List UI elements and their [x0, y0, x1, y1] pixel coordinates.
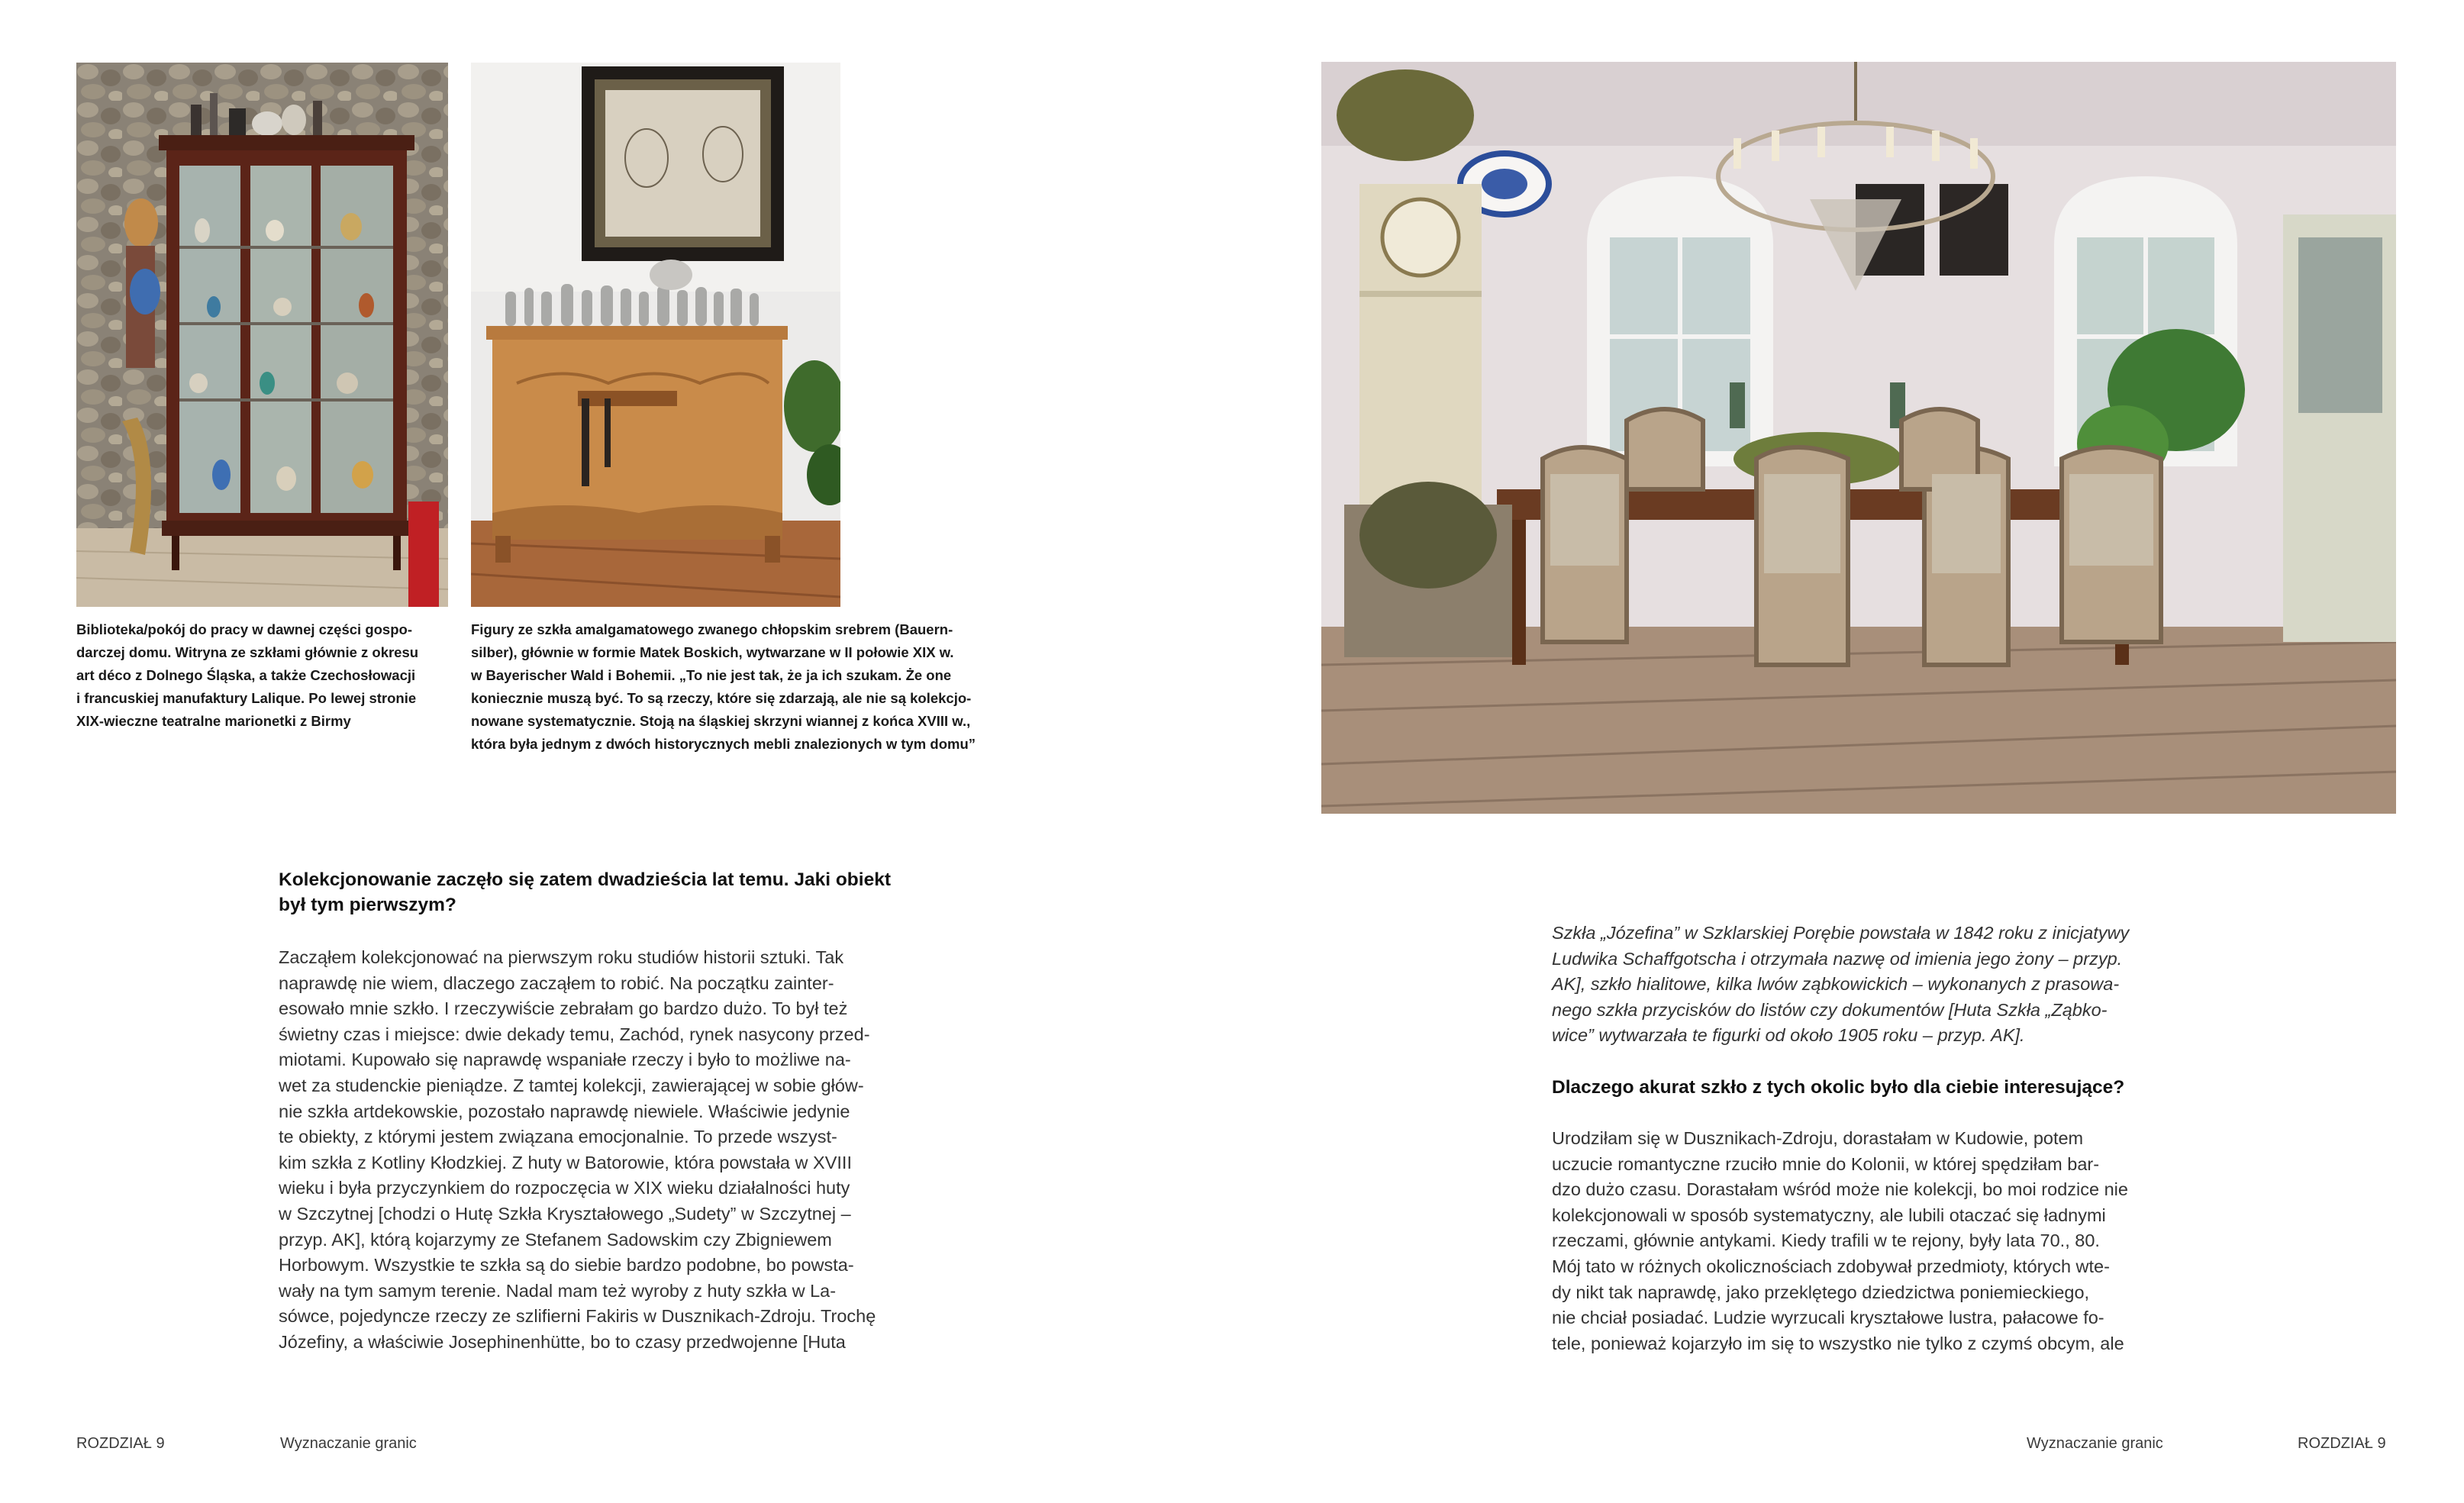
- question-line: Kolekcjonowanie zaczęło się zatem dwadzieścia lat temu. Jaki obiekt: [279, 869, 891, 890]
- caption-line: silber), głównie w formie Matek Boskich, wytwarzane w II połowie XIX w.: [471, 644, 954, 660]
- caption-vitrine: [76, 618, 458, 733]
- body-line: wieku i była przyczynkiem do rozpoczęcia w XIX wieku działalności huty: [279, 1178, 850, 1198]
- body-line: Szkła „Józefina” w Szklarskiej Porębie powstała w 1842 roku z inicjatywy: [1552, 923, 2130, 943]
- caption-line: art déco z Dolnego Śląska, a także Czechosłowacji: [76, 667, 416, 683]
- right-text-column: [1552, 921, 2201, 1356]
- body-line: Ludwika Schaffgotscha i otrzymała nazwę od imienia jego żony – przyp.: [1552, 948, 2123, 969]
- caption-line: Figury ze szkła amalgamatowego zwanego chłopskim srebrem (Bauern-: [471, 621, 953, 637]
- body-line: tele, ponieważ kojarzyło im się to wszystko nie tylko z czymś obcym, ale: [1552, 1333, 2124, 1353]
- body-line: Mój tato w różnych okolicznościach zdobywał przedmioty, których wte-: [1552, 1256, 2110, 1276]
- continued-paragraph: [1552, 921, 2201, 1049]
- body-line: nego szkła przycisków do listów czy dokumentów [Huta Szkła „Ząbko-: [1552, 999, 2108, 1020]
- body-line: dzo dużo czasu. Dorastałam wśród może nie kolekcji, bo moi rodzice nie: [1552, 1179, 2128, 1200]
- footer-title-left: Wyznaczanie granic: [280, 1435, 417, 1452]
- chest-photo: [471, 63, 840, 607]
- body-line: miotami. Kupowało się naprawdę wspaniałe rzeczy i było to możliwe na-: [279, 1050, 851, 1070]
- caption-line: nowane systematycznie. Stoją na śląskiej skrzyni wiannej z końca XVIII w.,: [471, 713, 971, 729]
- caption-line: koniecznie muszą być. To są rzeczy, które się zdarzają, ale nie są kolekcjo-: [471, 690, 972, 706]
- left-text-column: [279, 867, 927, 1356]
- caption-line: XIX-wieczne teatralne marionetki z Birmy: [76, 713, 351, 729]
- caption-chest: [471, 618, 1021, 756]
- interview-answer: [279, 945, 927, 1356]
- body-line: uczucie romantyczne rzuciło mnie do Kolonii, w której spędziłam bar-: [1552, 1153, 2100, 1174]
- body-line: wet za studenckie pieniądze. Z tamtej kolekcji, zawierającej w sobie głów-: [279, 1075, 864, 1095]
- body-line: wice” wytwarzała te figurki od około 1905 roku – przyp. AK].: [1552, 1025, 2025, 1046]
- body-line: te obiekty, z którymi jestem związana emocjonalnie. To przede wszyst-: [279, 1127, 837, 1147]
- dining-room-photo: [1321, 62, 2396, 814]
- body-line: świetny czas i miejsce: dwie dekady temu, Zachód, rynek nasycony przed-: [279, 1024, 870, 1044]
- question-line: był tym pierwszym?: [279, 895, 456, 915]
- footer-chapter-left: ROZDZIAŁ 9: [76, 1435, 165, 1452]
- body-line: AK], szkło hialitowe, kilka lwów ząbkowickich – wykonanych z prasowa-: [1552, 974, 2120, 995]
- body-line: przyp. AK], którą kojarzymy ze Stefanem Sadowskim czy Zbigniewem: [279, 1229, 832, 1250]
- interview-question: [279, 867, 927, 918]
- body-line: naprawdę nie wiem, dlaczego zacząłem to robić. Na początku zainter-: [279, 972, 834, 993]
- body-line: kolekcjonowali w sposób systematyczny, ale lubili otaczać się ładnymi: [1552, 1205, 2106, 1225]
- body-line: rzeczami, głównie antykami. Kiedy trafili w te rejony, były lata 70., 80.: [1552, 1230, 2100, 1251]
- caption-line: w Bayerischer Wald i Bohemii. „To nie jest tak, że ja ich szukam. Że one: [471, 667, 952, 683]
- caption-line: i francuskiej manufaktury Lalique. Po lewej stronie: [76, 690, 417, 706]
- body-line: wały na tym samym terenie. Nadal mam też wyroby z huty szkła w La-: [279, 1280, 837, 1301]
- body-line: dy nikt tak naprawdę, jako przeklętego dziedzictwa poniemieckiego,: [1552, 1282, 2090, 1302]
- question-line: Dlaczego akurat szkło z tych okolic było dla ciebie interesujące?: [1552, 1076, 2125, 1098]
- vitrine-photo: [76, 63, 448, 607]
- footer-title-right: Wyznaczanie granic: [2027, 1435, 2163, 1452]
- body-line: nie chciał posiadać. Ludzie wyrzucali kryształowe lustra, pałacowe fo-: [1552, 1308, 2104, 1328]
- body-line: Józefiny, a właściwie Josephinenhütte, bo to czasy przedwojenne [Huta: [279, 1331, 846, 1352]
- body-line: Zacząłem kolekcjonować na pierwszym roku studiów historii sztuki. Tak: [279, 947, 844, 967]
- caption-line: Biblioteka/pokój do pracy w dawnej części gospo-: [76, 621, 412, 637]
- body-line: esowało mnie szkło. I rzeczywiście zebrałam go bardzo dużo. To był też: [279, 998, 848, 1019]
- body-line: sówce, pojedyncze rzeczy ze szlifierni Fakiris w Dusznikach-Zdroju. Trochę: [279, 1306, 876, 1327]
- body-line: Urodziłam się w Dusznikach-Zdroju, dorastałam w Kudowie, potem: [1552, 1127, 2084, 1148]
- body-line: nie szkła artdekowskie, pozostało naprawdę niewiele. Właściwie jedynie: [279, 1101, 850, 1121]
- caption-line: która była jednym z dwóch historycznych mebli znalezionych w tym domu”: [471, 736, 976, 752]
- body-line: Horbowym. Wszystkie te szkła są do siebie bardzo podobne, bo powsta-: [279, 1255, 854, 1276]
- caption-line: darczej domu. Witryna ze szkłami głównie z okresu: [76, 644, 419, 660]
- body-line: kim szkła z Kotliny Kłodzkiej. Z huty w Batorowie, która powstała w XVIII: [279, 1152, 852, 1172]
- body-line: w Szczytnej [chodzi o Hutę Szkła Kryształowego „Sudety” w Szczytnej –: [279, 1203, 851, 1224]
- interview-answer: [1552, 1126, 2201, 1356]
- interview-question: [1552, 1075, 2201, 1100]
- footer-chapter-right: ROZDZIAŁ 9: [2298, 1435, 2386, 1452]
